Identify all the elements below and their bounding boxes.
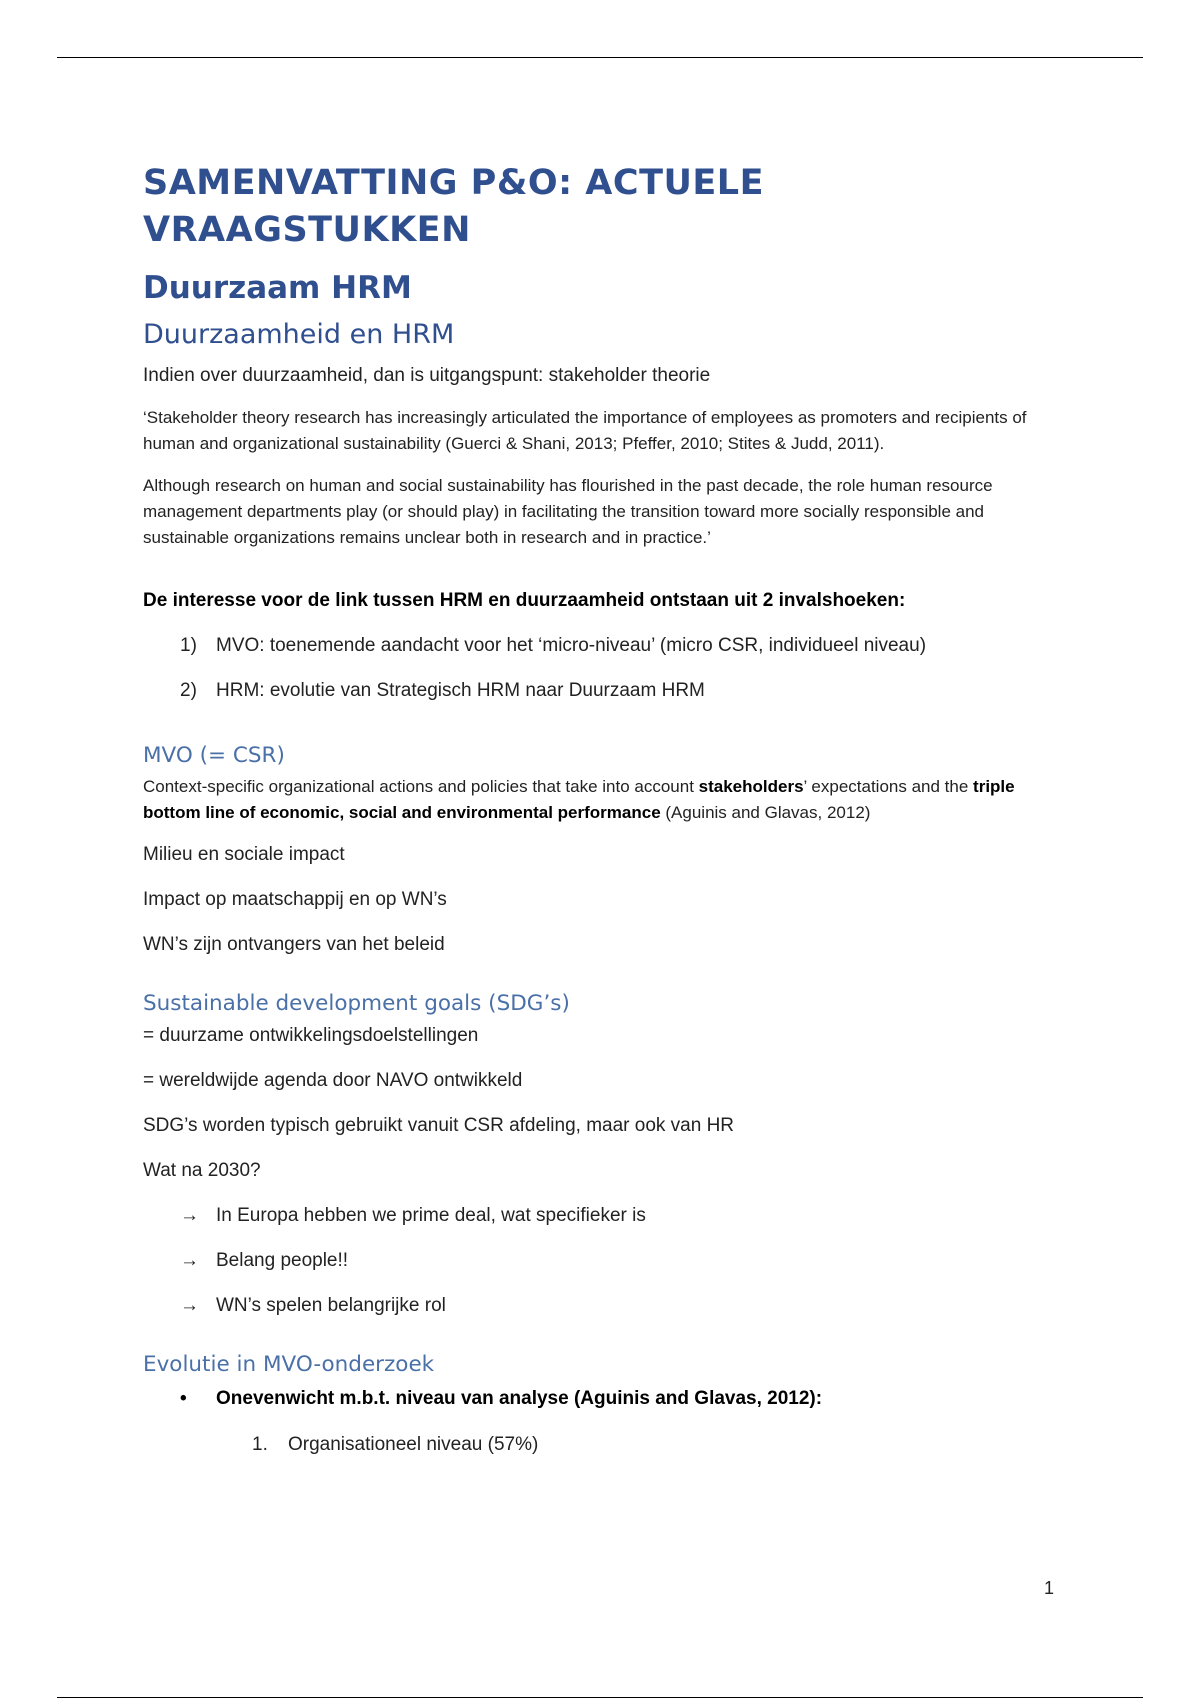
page-number: 1 bbox=[1044, 1578, 1055, 1598]
list-item bbox=[143, 1386, 1063, 1412]
interest-heading: De interesse voor de link tussen HRM en duurzaamheid ontstaan uit 2 invalshoeken: bbox=[143, 590, 906, 611]
heading-sdg: Sustainable development goals (SDG’s) bbox=[143, 991, 570, 1016]
heading-mvo: MVO (= CSR) bbox=[143, 743, 285, 768]
list-item bbox=[143, 1432, 1063, 1458]
list-item-text: Onevenwicht m.b.t. niveau van analyse (Aguinis and Glavas, 2012): bbox=[216, 1388, 823, 1409]
list-item bbox=[143, 1203, 1063, 1229]
mvo-line: WN’s zijn ontvangers van het beleid bbox=[143, 934, 445, 955]
definition-text: ’ expectations and the bbox=[803, 777, 974, 796]
arrow-right-icon: → bbox=[180, 1250, 199, 1271]
heading-duurzaamheid-en-hrm: Duurzaamheid en HRM bbox=[143, 319, 455, 350]
interest-list bbox=[143, 633, 1063, 704]
definition-text: Context-specific organizational actions and policies that take into account bbox=[143, 777, 699, 796]
quote-paragraph-1: ‘Stakeholder theory research has increasingly articulated the importance of employees as promoters and recipients of human and organizational sustainability (Guerci & Shani, 2013; Pfeffer, 2010; Stites & Judd, 2011). bbox=[143, 408, 1027, 453]
sdg-arrow-list bbox=[143, 1203, 1063, 1319]
list-marker: 1) bbox=[180, 635, 197, 656]
heading-evolutie: Evolutie in MVO-onderzoek bbox=[143, 1352, 435, 1377]
sdg-line: = wereldwijde agenda door NAVO ontwikkeld bbox=[143, 1070, 523, 1091]
list-item-text: HRM: evolutie van Strategisch HRM naar Duurzaam HRM bbox=[216, 680, 705, 701]
list-item bbox=[143, 1293, 1063, 1319]
list-item-text: Belang people!! bbox=[216, 1250, 349, 1271]
list-item bbox=[143, 1248, 1063, 1274]
list-item-text: MVO: toenemende aandacht voor het ‘micro-niveau’ (micro CSR, individueel niveau) bbox=[216, 635, 927, 656]
list-item-text: Organisationeel niveau (57%) bbox=[288, 1434, 539, 1455]
document-title: SAMENVATTING P&O: ACTUELE VRAAGSTUKKEN bbox=[143, 163, 764, 250]
definition-citation: (Aguinis and Glavas, 2012) bbox=[660, 803, 871, 822]
intro-paragraph: Indien over duurzaamheid, dan is uitgangspunt: stakeholder theorie bbox=[143, 365, 711, 386]
list-item-text: WN’s spelen belangrijke rol bbox=[216, 1295, 446, 1316]
arrow-right-icon: → bbox=[180, 1205, 199, 1226]
list-marker: 2) bbox=[180, 680, 197, 701]
arrow-right-icon: → bbox=[180, 1295, 199, 1316]
bullet-icon: • bbox=[180, 1388, 187, 1409]
quote-paragraph-2: Although research on human and social sustainability has flourished in the past decade, the role human resource management departments play (or should play) in facilitating the transition toward more socially responsible and sustainable organizations remains unclear both in research and in practice.’ bbox=[143, 476, 993, 547]
mvo-line: Impact op maatschappij en op WN’s bbox=[143, 889, 447, 910]
document-page bbox=[143, 160, 1063, 1458]
mvo-line: Milieu en sociale impact bbox=[143, 844, 345, 865]
footer-rule bbox=[57, 1697, 1143, 1698]
header-rule bbox=[57, 57, 1143, 58]
sdg-line: SDG’s worden typisch gebruikt vanuit CSR afdeling, maar ook van HR bbox=[143, 1115, 735, 1136]
sdg-line: = duurzame ontwikkelingsdoelstellingen bbox=[143, 1025, 479, 1046]
heading-duurzaam-hrm: Duurzaam HRM bbox=[143, 270, 412, 306]
list-item bbox=[143, 633, 1063, 659]
definition-bold-triple-bottom-line: triple bottom line of economic, social and environmental performance bbox=[143, 777, 1015, 822]
list-item bbox=[143, 678, 1063, 704]
list-item-text: In Europa hebben we prime deal, wat specifieker is bbox=[216, 1205, 646, 1226]
mvo-definition bbox=[143, 774, 1063, 826]
list-marker: 1. bbox=[252, 1434, 268, 1455]
sdg-line: Wat na 2030? bbox=[143, 1160, 261, 1181]
definition-bold-stakeholders: stakeholders bbox=[698, 777, 804, 796]
